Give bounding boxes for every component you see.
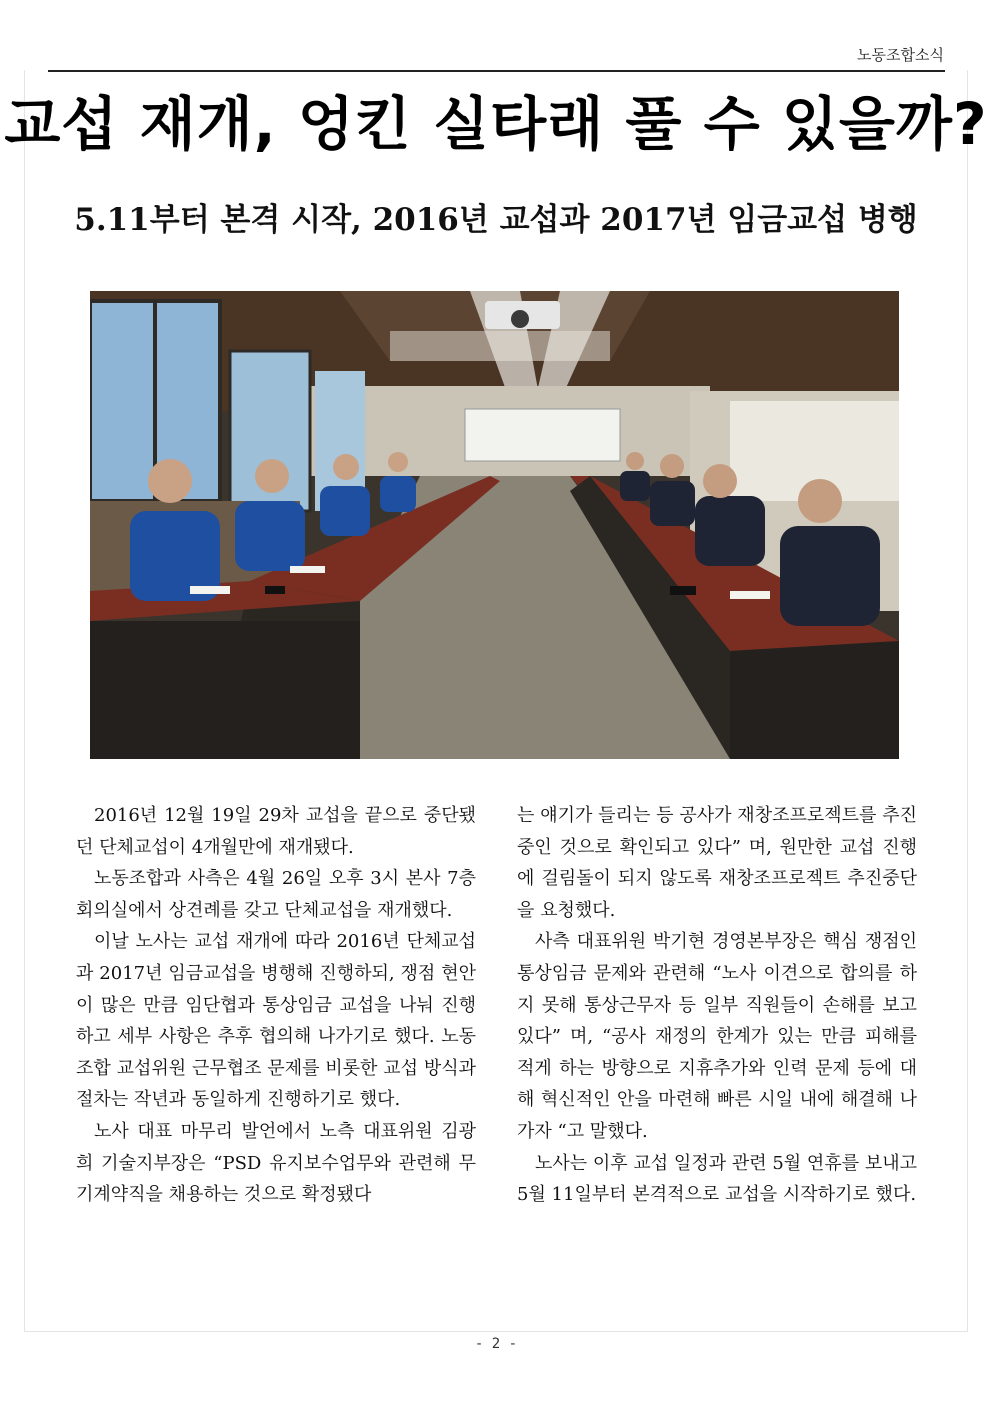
page-number: - 2 -	[474, 1336, 518, 1352]
article-paragraph: 노사 대표 마무리 발언에서 노측 대표위원 김광희 기술지부장은 “PSD 유지보수업무와 관련해 무기계약직을 채용하는 것으로 확정됐다	[76, 1120, 476, 1206]
meeting-room-photo	[90, 291, 899, 759]
headline: 교섭 재개, 엉킨 실타래 풀 수 있을까?	[4, 90, 988, 158]
article-paragraph: 는 얘기가 들리는 등 공사가 재창조프로젝트를 추진 중인 것으로 확인되고 있다” 며, 원만한 교섭 진행에 걸림돌이 되지 않도록 재창조프로젝트 추진중단을 요청했다.	[517, 805, 917, 921]
article-paragraph: 사측 대표위원 박기현 경영본부장은 핵심 쟁점인 통상임금 문제와 관련해 “노사 이견으로 합의를 하지 못해 통상근무자 등 일부 직원들이 손해를 보고 있다” 며, “공사 재정의 한계가 있는 만큼 피해를 적게 하는 방향으로 지휴추가와 인력 문제 등에 대해 혁신적인 안을 마련해 빠른 시일 내에 해결해 나가자 “고 말했다.	[517, 931, 917, 1142]
header-rule	[48, 70, 945, 72]
article-paragraph: 이날 노사는 교섭 재개에 따라 2016년 단체교섭과 2017년 임금교섭을 병행해 진행하되, 쟁점 현안이 많은 만큼 임단협과 통상임금 교섭을 나눠 진행하고 세부 사항은 추후 협의해 나가기로 했다. 노동조합 교섭위원 근무협조 문제를 비롯한 교섭 방식과 절차는 작년과 동일하게 진행하기로 했다.	[76, 931, 476, 1111]
section-label: 노동조합소식	[857, 46, 944, 64]
article-paragraph: 노동조합과 사측은 4월 26일 오후 3시 본사 7층 회의실에서 상견례를 갖고 단체교섭을 재개했다.	[76, 868, 476, 921]
article-column-right	[517, 800, 917, 1211]
article-paragraph: 2016년 12월 19일 29차 교섭을 끝으로 중단됐던 단체교섭이 4개월만에 재개됐다.	[76, 805, 476, 858]
article-column-left	[76, 800, 476, 1211]
subheadline: 5.11부터 본격 시작, 2016년 교섭과 2017년 임금교섭 병행	[74, 202, 918, 238]
article-paragraph: 노사는 이후 교섭 일정과 관련 5월 연휴를 보내고 5월 11일부터 본격적으로 교섭을 시작하기로 했다.	[517, 1152, 917, 1206]
